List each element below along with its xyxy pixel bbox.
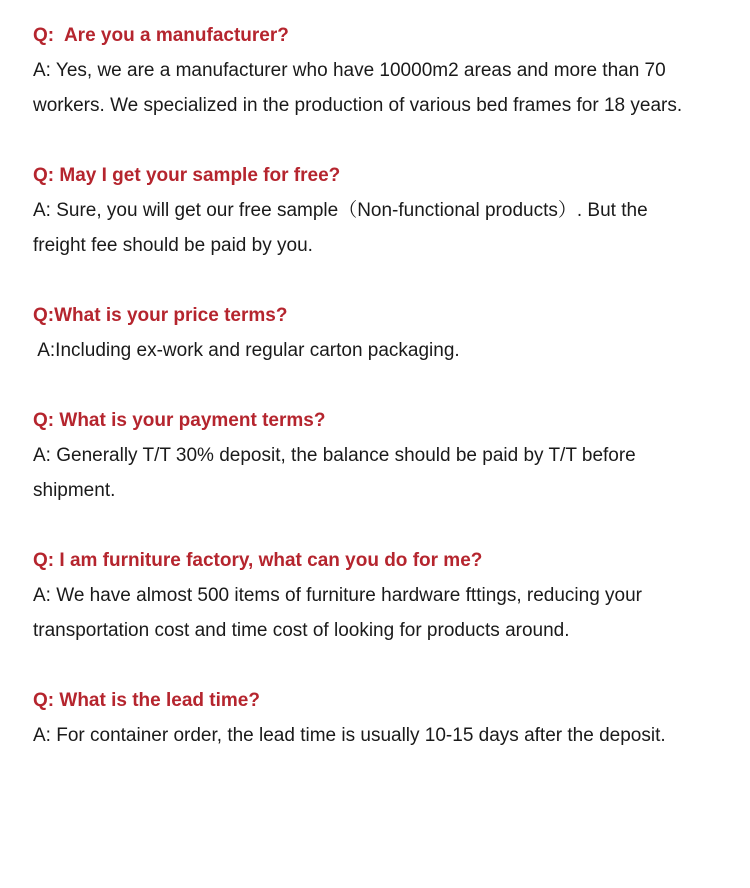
faq-answer [33, 718, 733, 753]
faq-answer-line: A:Including ex-work and regular carton packaging. [33, 340, 460, 361]
faq-answer [33, 578, 733, 648]
faq-question: Q:What is your price terms? [33, 305, 288, 326]
faq-list [33, 18, 733, 753]
faq-question: Q: What is your payment terms? [33, 410, 326, 431]
faq-answer-line: shipment. [33, 480, 116, 501]
faq-question: Q: May I get your sample for free? [33, 165, 341, 186]
faq-answer-line: A: Yes, we are a manufacturer who have 10000m2 areas and more than 70 [33, 60, 666, 81]
faq-spacer [33, 508, 733, 543]
faq-answer-line: transportation cost and time cost of looking for products around. [33, 620, 570, 641]
faq-item-payment-terms [33, 403, 733, 508]
faq-item-price-terms [33, 298, 733, 368]
faq-item-furniture-factory [33, 543, 733, 648]
faq-answer-line: A: Sure, you will get our free sample（Non-functional products）. But the [33, 200, 648, 221]
faq-answer-line: A: Generally T/T 30% deposit, the balance should be paid by T/T before [33, 445, 636, 466]
faq-answer [33, 438, 733, 508]
faq-answer-line: workers. We specialized in the production of various bed frames for 18 years. [33, 95, 683, 116]
faq-item-lead-time [33, 683, 733, 753]
faq-answer [33, 53, 733, 123]
faq-spacer [33, 123, 733, 158]
faq-spacer [33, 263, 733, 298]
faq-answer [33, 193, 733, 263]
faq-item-sample [33, 158, 733, 263]
faq-answer-line: freight fee should be paid by you. [33, 235, 313, 256]
faq-spacer [33, 648, 733, 683]
faq-answer [33, 333, 733, 368]
faq-question: Q: Are you a manufacturer? [33, 25, 289, 46]
faq-item-manufacturer [33, 18, 733, 123]
faq-answer-line: A: For container order, the lead time is usually 10-15 days after the deposit. [33, 725, 666, 746]
faq-question: Q: What is the lead time? [33, 690, 260, 711]
faq-answer-line: A: We have almost 500 items of furniture hardware fttings, reducing your [33, 585, 643, 606]
faq-spacer [33, 368, 733, 403]
faq-question: Q: I am furniture factory, what can you do for me? [33, 550, 483, 571]
